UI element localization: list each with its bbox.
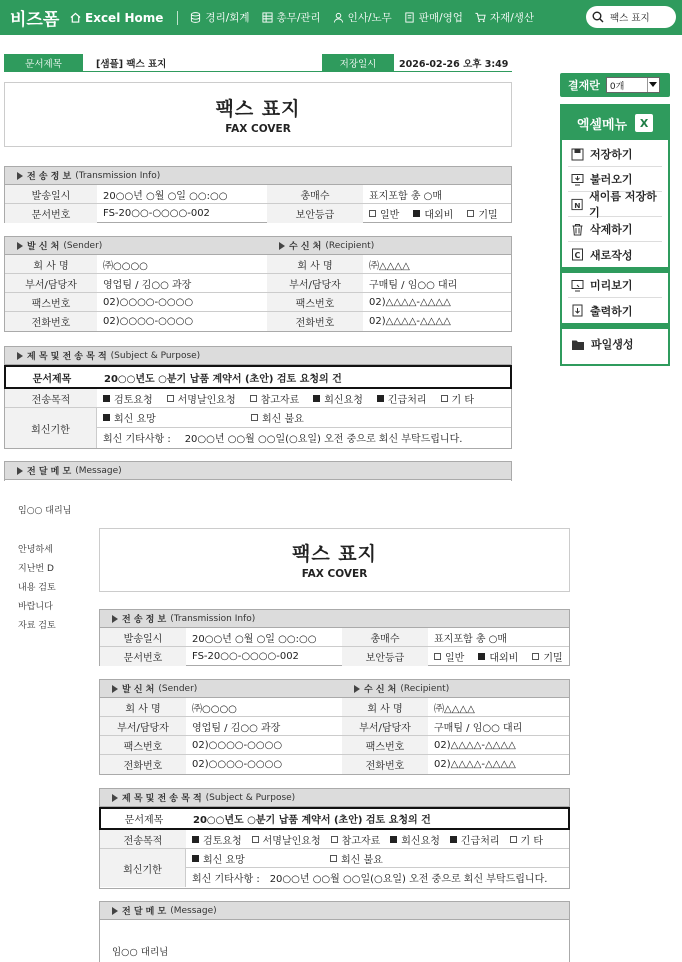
subject-title-row <box>4 365 512 389</box>
section-header <box>100 610 569 628</box>
security-option[interactable] <box>413 206 453 221</box>
new-file-icon <box>571 198 583 211</box>
option-label: 대외비 <box>424 210 454 221</box>
recipient-header <box>342 682 449 695</box>
purpose-option[interactable] <box>167 391 236 406</box>
recipient-tel[interactable]: 02)△△△△-△△△△ <box>369 316 451 327</box>
menu-label: 저장하기 <box>590 148 633 161</box>
svg-text:N: N <box>574 200 581 210</box>
option-label: 참고자료 <box>260 394 300 406</box>
section-title: 전 송 정 보 <box>27 172 72 182</box>
nav-sales[interactable] <box>404 10 463 25</box>
table-row <box>5 185 511 204</box>
recipient-dept[interactable]: 구매팀 / 임○○ 대리 <box>434 722 523 734</box>
table-row <box>100 755 569 774</box>
purpose-option[interactable] <box>103 391 153 406</box>
doc-no-label: 문서번호 <box>5 204 97 223</box>
menu-label: 삭제하기 <box>590 223 633 236</box>
checkbox[interactable] <box>103 414 110 421</box>
svg-text:C: C <box>574 251 581 260</box>
table-row <box>100 698 569 717</box>
checkbox[interactable] <box>313 395 320 402</box>
checkbox[interactable] <box>467 210 474 217</box>
doc-no-value[interactable]: FS-20○○-○○○○-002 <box>103 208 210 219</box>
checkbox[interactable] <box>252 836 259 843</box>
section-title-en: (Transmission Info) <box>170 613 256 624</box>
security-options <box>428 647 569 666</box>
message-line: 내용 검토 <box>18 583 56 593</box>
section-header <box>100 789 569 807</box>
nav-label: 인사/노무 <box>347 12 392 24</box>
doc-header-bar <box>4 54 512 72</box>
section-title-en: (Message) <box>75 465 122 476</box>
table-row <box>100 628 569 647</box>
section-title-en: (Sender) <box>158 683 198 694</box>
option-label: 회신 불요 <box>341 854 383 866</box>
excel-logo-icon: X <box>635 114 653 132</box>
message-line: 안녕하세 <box>18 545 53 555</box>
reply-row <box>5 408 511 448</box>
title-box-copy <box>99 528 570 592</box>
section-title: 수 신 처 <box>364 685 397 695</box>
tel-label: 전화번호 <box>5 312 97 331</box>
message-line: 바랍니다 <box>18 602 53 612</box>
purpose-option[interactable] <box>390 832 440 847</box>
purpose-options <box>186 830 569 848</box>
send-date-value[interactable]: 20○○년 ○월 ○일 ○○:○○ <box>192 633 317 645</box>
section-title: 전 송 정 보 <box>122 615 167 625</box>
purpose-label: 전송목적 <box>100 830 186 848</box>
option-label: 검토요청 <box>114 394 153 406</box>
copy-icon <box>571 248 584 261</box>
nav-label: 총무/관리 <box>276 12 321 24</box>
menu-print[interactable] <box>568 298 662 323</box>
purpose-option[interactable] <box>331 832 381 847</box>
table-row <box>100 736 569 755</box>
section-header <box>5 462 511 480</box>
search-icon <box>592 11 604 23</box>
section-header <box>5 347 511 365</box>
triangle-icon <box>112 615 118 623</box>
purpose-option[interactable] <box>450 832 500 847</box>
saved-value: 2026-02-26 오후 3:49 <box>399 59 509 70</box>
checkbox[interactable] <box>331 836 338 843</box>
checkbox[interactable] <box>377 395 384 402</box>
cart-icon <box>475 12 486 23</box>
nav-divider <box>177 11 178 25</box>
tel-label: 전화번호 <box>267 312 363 331</box>
title-box <box>4 82 512 147</box>
menu-group-print <box>562 273 668 323</box>
sender-header <box>100 682 342 695</box>
subject-section-copy <box>99 788 570 889</box>
checkbox[interactable] <box>510 836 517 843</box>
reply-note-label: 회신 기타사항 : <box>103 434 171 445</box>
search-box[interactable] <box>586 6 676 28</box>
menu-label: 새로작성 <box>590 248 633 262</box>
send-date-value[interactable]: 20○○년 ○월 ○일 ○○:○○ <box>103 190 228 202</box>
sender-tel[interactable]: 02)○○○○-○○○○ <box>103 316 194 327</box>
nav-hr[interactable] <box>333 10 392 25</box>
document-icon <box>404 12 415 23</box>
page-subtitle: FAX COVER <box>301 568 368 580</box>
option-label: 회신요청 <box>401 835 440 847</box>
purpose-label: 전송목적 <box>5 389 97 407</box>
security-option[interactable] <box>478 649 518 664</box>
table-row <box>5 293 511 312</box>
option-label: 회신 불요 <box>262 414 304 425</box>
dept-label: 부서/담당자 <box>267 274 363 292</box>
fax-label: 팩스번호 <box>5 293 97 311</box>
checkbox[interactable] <box>167 395 174 402</box>
section-title-en: (Message) <box>170 905 217 916</box>
sender-tel[interactable]: 02)○○○○-○○○○ <box>192 759 283 770</box>
section-header <box>100 902 569 920</box>
dept-label: 부서/담당자 <box>5 274 97 292</box>
recipient-fax[interactable]: 02)△△△△-△△△△ <box>369 296 451 308</box>
fax-label: 팩스번호 <box>267 293 363 311</box>
floppy-icon <box>571 148 584 161</box>
recipient-header <box>267 239 374 252</box>
checkbox[interactable] <box>330 855 337 862</box>
section-header <box>5 237 511 255</box>
dept-label: 부서/담당자 <box>342 717 428 735</box>
sender-dept[interactable]: 영업팀 / 김○○ 과장 <box>192 722 281 734</box>
message-line: 지난번 D <box>18 564 54 574</box>
page-subtitle: FAX COVER <box>225 123 291 135</box>
menu-label: 불러오기 <box>590 173 633 186</box>
nav-excel-home[interactable] <box>70 11 163 25</box>
section-title-en: (Transmission Info) <box>75 170 161 181</box>
triangle-icon <box>17 242 23 250</box>
reply-cells <box>186 849 569 887</box>
pages-label: 총매수 <box>342 628 428 646</box>
excel-menu-title: 엑셀메뉴 <box>576 117 628 133</box>
transmission-section-copy <box>99 609 570 666</box>
folder-icon <box>571 338 585 351</box>
message-section <box>4 461 512 481</box>
security-option[interactable] <box>369 206 399 221</box>
top-nav <box>0 0 682 35</box>
saved-label: 저장일시 <box>322 54 394 72</box>
option-label: 대외비 <box>489 653 519 664</box>
section-title: 전 달 메 모 <box>122 907 167 917</box>
subject-title-row <box>99 807 570 830</box>
recipient-dept[interactable]: 구매팀 / 임○○ 대리 <box>369 279 458 291</box>
section-header <box>5 167 511 185</box>
reply-note-value[interactable]: 20○○년 ○○월 ○○일(○요일) 오전 중으로 회신 부탁드립니다. <box>269 873 548 885</box>
reply-row <box>100 849 569 887</box>
send-date-label: 발송일시 <box>5 185 97 203</box>
triangle-icon <box>17 352 23 360</box>
pages-value[interactable]: 표지포함 총 ○매 <box>369 190 443 202</box>
reply-option[interactable] <box>103 410 237 425</box>
purpose-option[interactable] <box>441 391 475 406</box>
option-label: 긴급처리 <box>460 835 500 847</box>
page-title: 팩스 표지 <box>291 543 378 565</box>
reply-note <box>186 868 569 886</box>
sender-company[interactable]: ㈜○○○○ <box>192 703 237 715</box>
option-label: 기밀 <box>478 210 498 221</box>
section-title: 발 신 처 <box>27 242 60 252</box>
triangle-icon <box>112 685 118 693</box>
pages-label: 총매수 <box>267 185 363 203</box>
triangle-icon <box>279 242 285 250</box>
sender-fax[interactable]: 02)○○○○-○○○○ <box>192 739 283 751</box>
security-option[interactable] <box>467 206 497 221</box>
reply-note <box>97 428 511 447</box>
section-title: 전 달 메 모 <box>27 467 72 477</box>
sender-company[interactable]: ㈜○○○○ <box>103 260 148 272</box>
table-row <box>100 717 569 736</box>
database-icon <box>190 12 201 23</box>
reply-cells <box>97 408 511 448</box>
doc-title-value[interactable]: [샘플] 팩스 표지 <box>96 59 167 70</box>
triangle-icon <box>354 685 360 693</box>
option-label: 기밀 <box>543 653 563 664</box>
sender-header <box>5 239 267 252</box>
checkbox[interactable] <box>369 210 376 217</box>
subject-title-label: 문서제목 <box>101 809 187 828</box>
subject-section <box>4 346 512 449</box>
checkbox[interactable] <box>441 395 448 402</box>
message-line: 임○○ 대리님 <box>18 506 72 516</box>
subject-title-label: 문서제목 <box>6 367 98 387</box>
approval-panel <box>560 73 670 97</box>
dept-label: 부서/담당자 <box>100 717 186 735</box>
menu-label: 새이름 저장하기 <box>589 190 657 219</box>
option-label: 기 타 <box>451 394 475 406</box>
nav-label: 판매/영업 <box>418 12 463 24</box>
reply-note-value[interactable]: 20○○년 ○○월 ○○일(○요일) 오전 중으로 회신 부탁드립니다. <box>184 434 463 445</box>
nav-home-label: Excel Home <box>85 10 164 25</box>
person-icon <box>333 12 344 23</box>
checkbox[interactable] <box>192 855 199 862</box>
checkbox[interactable] <box>413 210 420 217</box>
menu-save-as[interactable] <box>568 192 662 217</box>
approval-select[interactable] <box>606 77 660 93</box>
table-row <box>100 647 569 666</box>
purpose-option[interactable] <box>510 832 544 847</box>
menu-label: 출력하기 <box>590 304 633 318</box>
company-label: 회 사 명 <box>5 255 97 273</box>
fax-label: 팩스번호 <box>342 736 428 754</box>
message-line: 자료 검토 <box>18 621 56 631</box>
excel-menu <box>560 104 670 366</box>
option-label: 참고자료 <box>341 835 381 847</box>
reply-options <box>97 408 511 428</box>
section-title-en: (Sender) <box>63 240 103 251</box>
table-row <box>100 830 569 849</box>
excel-menu-header <box>562 106 668 140</box>
sender-recipient-section-copy <box>99 679 570 775</box>
section-title-en: (Subject & Purpose) <box>205 792 296 803</box>
grid-icon <box>262 12 273 23</box>
purpose-option[interactable] <box>377 391 427 406</box>
purpose-option[interactable] <box>252 832 321 847</box>
purpose-option[interactable] <box>250 391 300 406</box>
purpose-option[interactable] <box>192 832 242 847</box>
checkbox[interactable] <box>450 836 457 843</box>
sender-dept[interactable]: 영업팀 / 김○○ 과장 <box>103 279 192 291</box>
section-title: 발 신 처 <box>122 685 155 695</box>
checkbox[interactable] <box>103 395 110 402</box>
reply-option[interactable] <box>192 851 316 866</box>
table-row <box>5 274 511 293</box>
option-label: 검토요청 <box>203 835 242 847</box>
nav-label: 자재/생산 <box>489 12 535 24</box>
tel-label: 전화번호 <box>100 755 186 774</box>
subject-title-value[interactable]: 20○○년도 ○분기 납품 계약서 (초안) 검토 요청의 건 <box>104 373 342 385</box>
recipient-fax[interactable]: 02)△△△△-△△△△ <box>434 739 516 751</box>
menu-group-export <box>562 329 668 359</box>
dropdown-arrow-icon[interactable] <box>647 78 659 92</box>
security-label: 보안등급 <box>342 647 428 666</box>
security-label: 보안등급 <box>267 204 363 223</box>
recipient-company[interactable]: ㈜△△△△ <box>369 260 410 272</box>
section-title-en: (Subject & Purpose) <box>110 350 201 361</box>
purpose-option[interactable] <box>313 391 363 406</box>
home-icon <box>70 12 81 23</box>
company-label: 회 사 명 <box>342 698 428 716</box>
print-icon <box>571 304 584 317</box>
doc-no-value[interactable]: FS-20○○-○○○○-002 <box>192 651 299 662</box>
triangle-icon <box>17 172 23 180</box>
option-label: 긴급처리 <box>387 394 427 406</box>
option-label: 서명날인요청 <box>177 394 236 406</box>
nav-label: 경리/회계 <box>205 12 250 24</box>
recipient-company[interactable]: ㈜△△△△ <box>434 703 475 715</box>
section-title-en: (Recipient) <box>400 683 450 694</box>
nav-general-affairs[interactable] <box>262 10 321 25</box>
menu-delete[interactable] <box>568 217 662 242</box>
table-row <box>5 255 511 274</box>
option-label: 회신 요망 <box>114 414 156 425</box>
triangle-icon <box>112 907 118 915</box>
section-title: 제 목 및 전 송 목 적 <box>122 794 202 804</box>
checkbox[interactable] <box>251 414 258 421</box>
trash-icon <box>571 223 584 236</box>
reply-option[interactable] <box>330 851 383 866</box>
fax-label: 팩스번호 <box>100 736 186 754</box>
send-date-label: 발송일시 <box>100 628 186 646</box>
sender-fax[interactable]: 02)○○○○-○○○○ <box>103 296 194 308</box>
recipient-tel[interactable]: 02)△△△△-△△△△ <box>434 759 516 770</box>
approval-value: 0개 <box>609 81 625 92</box>
checkbox[interactable] <box>478 653 485 660</box>
sender-recipient-section <box>4 236 512 332</box>
option-label: 회신요청 <box>324 394 363 406</box>
triangle-icon <box>17 467 23 475</box>
section-title: 제 목 및 전 송 목 적 <box>27 352 107 362</box>
tel-label: 전화번호 <box>342 755 428 774</box>
option-label: 일반 <box>380 210 400 221</box>
reply-option[interactable] <box>251 410 304 425</box>
option-label: 일반 <box>445 653 465 664</box>
checkbox[interactable] <box>192 836 199 843</box>
reply-label: 회신기한 <box>5 408 97 448</box>
section-header <box>100 680 569 698</box>
logo[interactable]: 비즈폼 <box>10 10 60 30</box>
security-option[interactable] <box>532 649 562 664</box>
company-label: 회 사 명 <box>267 255 363 273</box>
pages-value[interactable]: 표지포함 총 ○매 <box>434 633 508 645</box>
checkbox[interactable] <box>390 836 397 843</box>
table-row <box>5 204 511 223</box>
menu-label: 파일생성 <box>591 338 634 351</box>
monitor-download-icon <box>571 173 584 186</box>
menu-label: 미리보기 <box>590 279 633 292</box>
security-options <box>363 204 511 223</box>
reply-label: 회신기한 <box>100 849 186 887</box>
menu-preview[interactable] <box>568 273 662 298</box>
approval-label: 결재란 <box>568 79 600 92</box>
search-input[interactable]: 팩스 표지 <box>610 13 650 24</box>
section-title-en: (Recipient) <box>325 240 375 251</box>
option-label: 기 타 <box>520 835 544 847</box>
triangle-icon <box>112 794 118 802</box>
menu-new[interactable] <box>568 242 662 267</box>
menu-create-file[interactable] <box>568 329 662 359</box>
transmission-section <box>4 166 512 223</box>
preview-icon <box>571 279 584 292</box>
checkbox[interactable] <box>434 653 441 660</box>
checkbox[interactable] <box>532 653 539 660</box>
menu-group-file <box>562 140 668 267</box>
reply-options <box>186 849 569 868</box>
company-label: 회 사 명 <box>100 698 186 716</box>
option-label: 회신 요망 <box>203 854 245 866</box>
checkbox[interactable] <box>250 395 257 402</box>
message-section-copy <box>99 901 570 962</box>
nav-accounting[interactable] <box>190 10 249 25</box>
doc-no-label: 문서번호 <box>100 647 186 666</box>
option-label: 서명날인요청 <box>262 835 321 847</box>
purpose-options <box>97 389 511 407</box>
menu-save[interactable] <box>568 142 662 167</box>
doc-title-label: 문서제목 <box>4 54 83 72</box>
message-line[interactable]: 임○○ 대리님 <box>112 947 169 958</box>
page-title: 팩스 표지 <box>215 98 301 120</box>
table-row <box>5 389 511 408</box>
reply-note-label: 회신 기타사항 : <box>192 873 260 885</box>
nav-materials[interactable] <box>475 10 534 25</box>
security-option[interactable] <box>434 649 464 664</box>
table-row <box>5 312 511 331</box>
section-title: 수 신 처 <box>289 242 322 252</box>
subject-title-value[interactable]: 20○○년도 ○분기 납품 계약서 (초안) 검토 요청의 건 <box>193 815 431 826</box>
